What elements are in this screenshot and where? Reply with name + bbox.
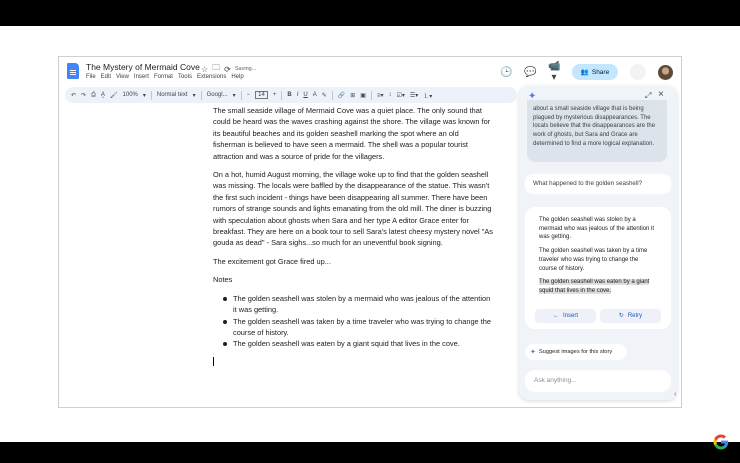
- style-select[interactable]: Normal text: [156, 92, 188, 98]
- answer-card: [525, 207, 671, 329]
- link-icon[interactable]: 🔗: [337, 92, 346, 99]
- save-status: Saving...: [234, 66, 257, 72]
- menu-file[interactable]: File: [86, 74, 96, 80]
- paint-format-icon[interactable]: 🖌: [109, 92, 118, 99]
- top-right-actions: [500, 61, 673, 83]
- avatar[interactable]: [658, 65, 673, 80]
- panel-header: [519, 86, 677, 106]
- retry-label: Retry: [627, 312, 643, 319]
- checklist-icon[interactable]: ☑▾: [396, 92, 405, 99]
- google-logo-icon: [712, 433, 730, 451]
- document-body[interactable]: [213, 105, 493, 366]
- star-icon[interactable]: ☆: [201, 64, 209, 74]
- docs-window: [58, 56, 682, 408]
- divider: [151, 91, 152, 100]
- answer-option[interactable]: The golden seashell was taken by a time traveler who was trying to change the course of history.: [539, 248, 648, 272]
- zoom-select[interactable]: 100%: [122, 92, 138, 98]
- text-cursor: [213, 357, 214, 366]
- bullet-list-icon[interactable]: ☰▾: [409, 92, 419, 99]
- meet-icon[interactable]: 📹▾: [548, 61, 561, 83]
- divider: [371, 91, 372, 100]
- divider: [201, 91, 202, 100]
- gemini-side-panel: [519, 86, 677, 400]
- font-size-input[interactable]: 14: [255, 91, 268, 99]
- text-color-icon[interactable]: A: [312, 92, 317, 98]
- arrow-left-icon: ←: [552, 312, 559, 319]
- user-question: What happened to the golden seashell?: [525, 174, 671, 194]
- divider: [332, 91, 333, 100]
- bold-icon[interactable]: B: [287, 92, 292, 98]
- notes-heading: Notes: [213, 275, 233, 285]
- share-button[interactable]: [572, 64, 618, 80]
- decrease-font-icon[interactable]: −: [246, 92, 251, 98]
- numbered-list-icon[interactable]: ⒈▾: [423, 93, 433, 100]
- font-select[interactable]: Googl...: [206, 92, 228, 98]
- menu-extensions[interactable]: Extensions: [196, 74, 227, 80]
- notes-list: [233, 293, 493, 350]
- divider: [241, 91, 242, 100]
- list-item: The golden seashell was stolen by a mermaid who was jealous of the attention it was getting.: [233, 293, 493, 316]
- refresh-icon: ↻: [618, 312, 624, 319]
- insert-button[interactable]: [535, 309, 596, 323]
- comments-icon[interactable]: 💬: [524, 66, 537, 78]
- align-icon[interactable]: ≡▾: [376, 92, 384, 99]
- chevron-down-icon: ▾: [192, 92, 196, 99]
- move-folder-icon[interactable]: 🗀: [212, 63, 221, 72]
- menu-view[interactable]: View: [116, 74, 129, 80]
- menu-help[interactable]: Help: [231, 74, 244, 80]
- paragraph: On a hot, humid August morning, the village woke up to find that the golden seashell was missing. The locals were baffled by the disappearance of the statue. This wasn't the first such incident - things have been disappearing all summer. There have been rumors of strange sounds and lights emanating from the old mill. The diner is buzzing with speculation about ghosts when Sara and her type A editor Grace enter for breakfast. They are here on a book tour to sell Sara's latest cheesy mystery novel "As gouda as dead" - Sara sighs...so much for an uneventful book signing.: [213, 170, 493, 248]
- chevron-left-icon[interactable]: ‹: [674, 391, 677, 398]
- expand-icon[interactable]: ⤢: [645, 91, 652, 100]
- paragraph: The small seaside village of Mermaid Cove was a quiet place. The only sound that could be heard was the waves crashing against the shore. The village was known for its beautiful beaches and its golden seashell marking the spot where an old fisherman is believed to have seen a mermaid. The shell was a popular tourist attraction and was a source of pride for the villagers.: [213, 106, 491, 161]
- chevron-down-icon: ▾: [232, 92, 236, 99]
- history-icon[interactable]: 🕒: [500, 66, 513, 78]
- suggest-images-chip[interactable]: [525, 344, 627, 360]
- print-icon[interactable]: ⎙: [91, 91, 96, 98]
- image-icon[interactable]: ▣: [360, 92, 366, 99]
- insert-label: Insert: [562, 312, 578, 319]
- increase-font-icon[interactable]: +: [272, 92, 277, 98]
- toolbar: [65, 87, 517, 103]
- ask-input[interactable]: Ask anything...: [525, 370, 671, 392]
- people-icon: 👥: [580, 69, 589, 76]
- answer-option[interactable]: The golden seashell was stolen by a mermaid who was jealous of the attention it was getting.: [539, 217, 655, 241]
- comment-add-icon[interactable]: ⊞: [350, 92, 356, 99]
- docs-logo-icon[interactable]: [67, 63, 79, 79]
- undo-icon[interactable]: ↶: [71, 92, 77, 99]
- menu-insert[interactable]: Insert: [133, 74, 149, 80]
- underline-icon[interactable]: U: [303, 92, 308, 98]
- line-spacing-icon[interactable]: ↕: [388, 92, 392, 98]
- sparkle-icon: ✦: [530, 349, 536, 356]
- list-item: The golden seashell was taken by a time traveler who was trying to change the course of history.: [233, 316, 491, 337]
- sparkle-icon: ✦: [528, 91, 537, 102]
- video-frame: [0, 26, 740, 442]
- retry-button[interactable]: [600, 309, 661, 323]
- paragraph: The excitement got Grace fired up...: [213, 256, 331, 266]
- close-icon[interactable]: ×: [658, 89, 664, 100]
- menu-bar: [86, 74, 244, 80]
- divider: [281, 91, 282, 100]
- suggest-label: Suggest images for this story: [538, 349, 613, 355]
- summary-bubble: about a small seaside village that is being plagued by mysterious disappearances. The locals believe that the disappearances are the work of ghosts, but Sara and Grace are determined to find a more logical explanation.: [527, 100, 667, 162]
- chevron-down-icon: ▾: [142, 92, 146, 99]
- menu-edit[interactable]: Edit: [100, 74, 112, 80]
- gemini-icon[interactable]: [630, 64, 646, 80]
- menu-format[interactable]: Format: [153, 74, 173, 80]
- answer-option-selected[interactable]: The golden seashell was eaten by a giant squid that lives in the cove.: [539, 279, 650, 294]
- list-item: The golden seashell was eaten by a giant squid that lives in the cove.: [233, 338, 493, 349]
- sync-icon: ⟳: [224, 64, 231, 74]
- italic-icon[interactable]: I: [296, 92, 299, 98]
- redo-icon[interactable]: ↷: [81, 92, 87, 99]
- answer-actions: [535, 309, 661, 323]
- doc-title[interactable]: The Mystery of Mermaid Cove: [86, 62, 200, 72]
- spellcheck-icon[interactable]: A͓: [100, 92, 105, 98]
- share-label: Share: [591, 68, 610, 76]
- menu-tools[interactable]: Tools: [177, 74, 192, 80]
- highlight-icon[interactable]: ✎: [321, 92, 327, 99]
